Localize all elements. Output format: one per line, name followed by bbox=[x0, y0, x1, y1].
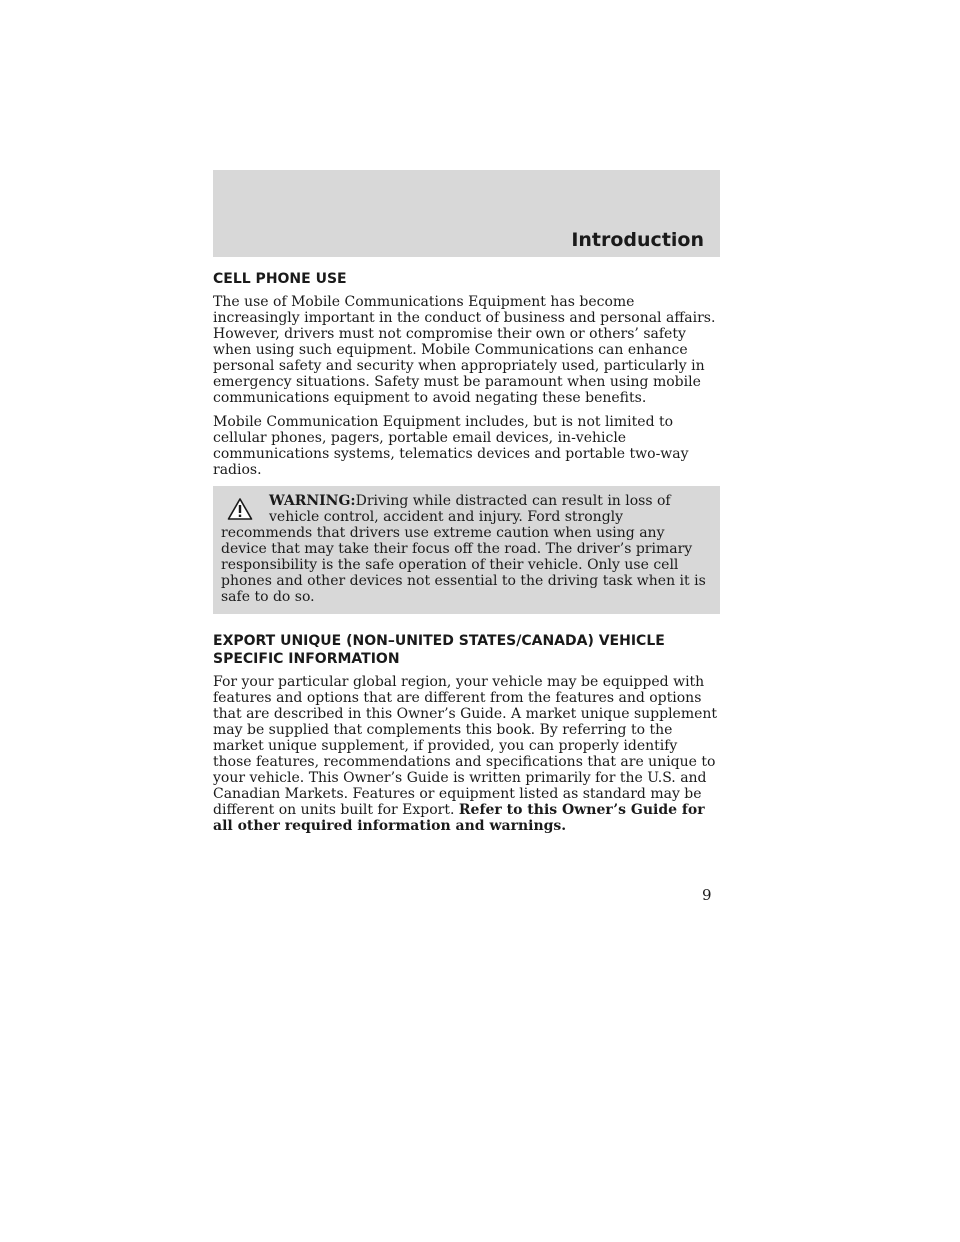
cell-phone-paragraph-2: Mobile Communication Equipment includes, but is not limited to cellular phones, pagers, portable email devices, in-vehicle communications systems, telematics devices and portable two-way radios. bbox=[213, 414, 689, 478]
warning-box bbox=[213, 486, 720, 614]
cell-phone-heading: CELL PHONE USE bbox=[213, 271, 347, 287]
section-header bbox=[213, 170, 720, 257]
section-title: Introduction bbox=[571, 229, 704, 251]
warning-triangle-icon bbox=[227, 497, 253, 521]
warning-text: Driving while distracted can result in loss of vehicle control, accident and injury. Ford strongly recommends that drivers use extreme caution when using any device that may take their focus off the road. The driver’s primary responsibility is the safe operation of their vehicle. Only use cell phones and other devices not essential to the driving task when it is safe to do so. bbox=[221, 493, 706, 605]
export-heading-line-1: EXPORT UNIQUE (NON–UNITED STATES/CANADA) VEHICLE bbox=[213, 633, 665, 649]
export-paragraph bbox=[213, 674, 720, 834]
export-paragraph-bold: Refer to this Owner’s Guide for all other required information and warnings. bbox=[213, 802, 705, 834]
export-heading bbox=[213, 632, 720, 668]
export-heading-line-2: SPECIFIC INFORMATION bbox=[213, 651, 400, 667]
warning-label: WARNING: bbox=[269, 493, 356, 509]
export-paragraph-text: For your particular global region, your vehicle may be equipped with features and options that are different from the features and options that are described in this Owner’s Guide. A market unique supplement may be supplied that complements this book. By referring to the market unique supplement, if provided, you can properly identify those features, recommendations and specifications that are unique to your vehicle. This Owner’s Guide is written primarily for the U.S. and Canadian Markets. Features or equipment listed as standard may be different on units built for Export. bbox=[213, 674, 718, 818]
cell-phone-paragraph-1: The use of Mobile Communications Equipment has become increasingly important in the conduct of business and personal affairs. However, drivers must not compromise their own or others’ safety when using such equipment. Mobile Communications can enhance personal safety and security when appropriately used, particularly in emergency situations. Safety must be paramount when using mobile communications equipment to avoid negating these benefits. bbox=[213, 294, 716, 406]
page-number: 9 bbox=[702, 886, 712, 904]
page-content bbox=[213, 270, 720, 842]
